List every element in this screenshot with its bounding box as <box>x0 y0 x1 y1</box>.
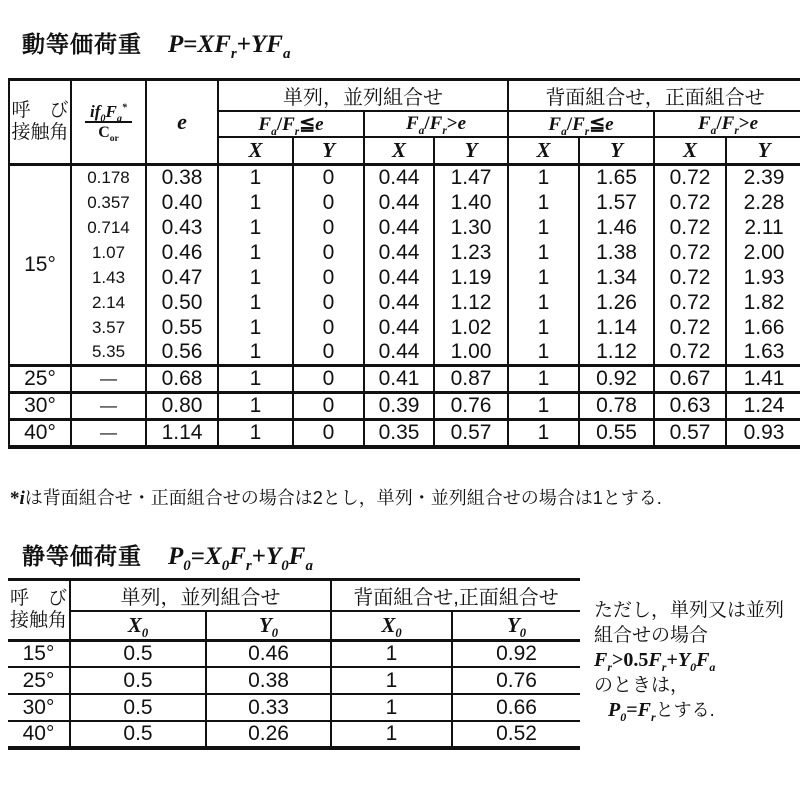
header-row-xy <box>8 611 580 640</box>
value-cell: 0.44 <box>364 315 434 340</box>
note-line: のときは， <box>594 675 690 696</box>
value-cell: 1 <box>508 315 579 340</box>
angle-cell: 15° <box>8 640 70 667</box>
x-header: X <box>218 137 293 165</box>
value-cell: 0 <box>293 366 364 393</box>
table-row <box>9 240 800 265</box>
ratio-numerator: $if_0F_a^*$ <box>89 102 128 125</box>
value-cell: 1 <box>508 165 579 191</box>
value-cell: 1.30 <box>434 215 508 240</box>
static-load-formula: $P_0=X_0F_r+Y_0F_a$ <box>168 543 313 574</box>
value-cell: 0.44 <box>364 290 434 315</box>
y-header: Y <box>434 137 508 165</box>
ratio-cell: 1.43 <box>71 265 146 290</box>
ratio-cell: 0.178 <box>71 165 146 191</box>
value-cell: 0.50 <box>146 290 218 315</box>
angle-column-header <box>8 580 70 641</box>
ratio-cell: 0.357 <box>71 190 146 215</box>
x-header: X <box>364 137 434 165</box>
ratio-cell: 2.14 <box>71 290 146 315</box>
value-cell: 0.47 <box>146 265 218 290</box>
value-cell: 1 <box>218 215 293 240</box>
dynamic-load-title: 動等価荷重 <box>22 31 142 57</box>
value-cell: 0.44 <box>364 265 434 290</box>
value-cell: 0.56 <box>146 340 218 366</box>
value-cell: 0.5 <box>70 640 206 667</box>
value-cell: 0.39 <box>364 393 434 420</box>
value-cell: 1.14 <box>146 420 218 448</box>
value-cell: 0 <box>293 340 364 366</box>
value-cell: 1 <box>331 721 452 748</box>
value-cell: 1.66 <box>726 315 800 340</box>
value-cell: 0.72 <box>654 165 726 191</box>
value-cell: 0.44 <box>364 215 434 240</box>
value-cell: 0.92 <box>579 366 654 393</box>
table-row <box>9 393 800 420</box>
value-cell: 0 <box>293 420 364 448</box>
value-cell: 0.92 <box>452 640 580 667</box>
value-cell: 1.12 <box>579 340 654 366</box>
angle-header-line1: 呼 び <box>9 587 67 609</box>
value-cell: 1.00 <box>434 340 508 366</box>
angle-cell: 30° <box>8 694 70 721</box>
value-cell: 1.93 <box>726 265 800 290</box>
value-cell: 0.26 <box>206 721 331 748</box>
table-row <box>9 265 800 290</box>
value-cell: 0.93 <box>726 420 800 448</box>
single-parallel-group-header: 単列，並列組合せ <box>218 80 508 112</box>
y-header: Y <box>293 137 364 165</box>
condition-gt-header: $F_a/F_r>e$ <box>654 111 800 137</box>
angle-cell: 30° <box>9 393 71 420</box>
condition-le-header: $F_a/F_r≦e$ <box>218 111 364 137</box>
value-cell: 1 <box>218 240 293 265</box>
value-cell: 0.41 <box>364 366 434 393</box>
value-cell: 0.44 <box>364 340 434 366</box>
dynamic-load-table <box>8 78 800 449</box>
y0-header: $Y_0$ <box>206 611 331 640</box>
value-cell: 1 <box>508 290 579 315</box>
value-cell: 1.14 <box>579 315 654 340</box>
value-cell: 0.87 <box>434 366 508 393</box>
value-cell: 0.46 <box>206 640 331 667</box>
dynamic-load-formula: $P=XF_r+YF_a$ <box>168 31 291 62</box>
single-parallel-group-header: 単列，並列組合せ <box>70 580 331 612</box>
value-cell: 0 <box>293 315 364 340</box>
value-cell: 1 <box>218 190 293 215</box>
value-cell: 1.23 <box>434 240 508 265</box>
value-cell: 1.38 <box>579 240 654 265</box>
value-cell: 0.66 <box>452 694 580 721</box>
value-cell: 1 <box>508 366 579 393</box>
value-cell: 0.35 <box>364 420 434 448</box>
ratio-cell: — <box>71 393 146 420</box>
note-formula: $F_r>0.5F_r+Y_0F_a$ <box>594 649 716 674</box>
table-row <box>8 667 580 694</box>
value-cell: 2.11 <box>726 215 800 240</box>
value-cell: 1.41 <box>726 366 800 393</box>
value-cell: 1 <box>218 165 293 191</box>
x-header: X <box>654 137 726 165</box>
value-cell: 0.72 <box>654 240 726 265</box>
value-cell: 1.65 <box>579 165 654 191</box>
e-column-header: e <box>146 80 218 165</box>
condition-gt-header: $F_a/F_r>e$ <box>364 111 508 137</box>
static-load-table <box>8 578 580 750</box>
y-header: Y <box>579 137 654 165</box>
value-cell: 1.63 <box>726 340 800 366</box>
value-cell: 1 <box>508 190 579 215</box>
static-load-title: 静等価荷重 <box>22 543 142 569</box>
value-cell: 0.68 <box>146 366 218 393</box>
table-row <box>8 694 580 721</box>
value-cell: 1 <box>331 640 452 667</box>
value-cell: 1 <box>508 265 579 290</box>
angle-cell: 40° <box>9 420 71 448</box>
value-cell: 0.72 <box>654 315 726 340</box>
note-line: ただし，単列又は並列 <box>594 600 785 621</box>
table-row <box>9 315 800 340</box>
value-cell: 1.02 <box>434 315 508 340</box>
value-cell: 2.28 <box>726 190 800 215</box>
value-cell: 1.47 <box>434 165 508 191</box>
angle-header-line2: 接触角 <box>11 122 69 143</box>
value-cell: 1 <box>218 290 293 315</box>
load-ratio-column-header <box>71 80 146 165</box>
value-cell: 0.5 <box>70 694 206 721</box>
value-cell: 1 <box>218 366 293 393</box>
value-cell: 0.78 <box>579 393 654 420</box>
value-cell: 0.72 <box>654 290 726 315</box>
value-cell: 1 <box>218 265 293 290</box>
ratio-cell: — <box>71 420 146 448</box>
value-cell: 0.55 <box>146 315 218 340</box>
angle-column-header <box>9 80 71 165</box>
x0-header: $X_0$ <box>70 611 206 640</box>
value-cell: 1 <box>331 667 452 694</box>
value-cell: 1 <box>331 694 452 721</box>
value-cell: 0.80 <box>146 393 218 420</box>
table-row <box>8 721 580 748</box>
table-row <box>8 640 580 667</box>
header-row-groups <box>8 580 580 612</box>
table-footnote: *iは背面組合せ・正面組合せの場合は2とし，単列・並列組合せの場合は1とする. <box>10 488 662 509</box>
table-row <box>9 366 800 393</box>
ratio-cell: 1.07 <box>71 240 146 265</box>
ratio-cell: 3.57 <box>71 315 146 340</box>
note-line: 組合せの場合 <box>594 625 709 646</box>
value-cell: 0.76 <box>452 667 580 694</box>
value-cell: 1.19 <box>434 265 508 290</box>
value-cell: 0.5 <box>70 667 206 694</box>
ratio-cell: — <box>71 366 146 393</box>
back-face-group-header: 背面組合せ，正面組合せ <box>508 80 800 112</box>
value-cell: 0.38 <box>206 667 331 694</box>
value-cell: 1.34 <box>579 265 654 290</box>
table-row <box>9 340 800 366</box>
value-cell: 0.72 <box>654 265 726 290</box>
x0-header: $X_0$ <box>331 611 452 640</box>
value-cell: 0 <box>293 190 364 215</box>
value-cell: 1 <box>218 420 293 448</box>
value-cell: 1.12 <box>434 290 508 315</box>
value-cell: 0.46 <box>146 240 218 265</box>
value-cell: 1 <box>508 393 579 420</box>
value-cell: 2.39 <box>726 165 800 191</box>
table-row <box>9 290 800 315</box>
value-cell: 0.76 <box>434 393 508 420</box>
y0-header: $Y_0$ <box>452 611 580 640</box>
angle-cell: 25° <box>8 667 70 694</box>
angle-header-line1: 呼 び <box>11 100 69 121</box>
angle-cell: 25° <box>9 366 71 393</box>
table-row <box>9 420 800 448</box>
static-load-note <box>594 598 800 723</box>
value-cell: 0.43 <box>146 215 218 240</box>
value-cell: 1.24 <box>726 393 800 420</box>
value-cell: 1 <box>218 315 293 340</box>
value-cell: 0.63 <box>654 393 726 420</box>
ratio-denominator: $C_{or}$ <box>85 121 132 142</box>
value-cell: 1.40 <box>434 190 508 215</box>
value-cell: 1.46 <box>579 215 654 240</box>
x-header: X <box>508 137 579 165</box>
note-formula: $P_0=F_r$とする. <box>608 699 715 724</box>
value-cell: 2.00 <box>726 240 800 265</box>
value-cell: 1.57 <box>579 190 654 215</box>
table-row <box>9 215 800 240</box>
value-cell: 0.38 <box>146 165 218 191</box>
value-cell: 0.40 <box>146 190 218 215</box>
table-row <box>9 165 800 191</box>
angle-cell: 15° <box>9 165 71 366</box>
value-cell: 0.44 <box>364 240 434 265</box>
value-cell: 1 <box>218 393 293 420</box>
y-header: Y <box>726 137 800 165</box>
value-cell: 0.72 <box>654 340 726 366</box>
value-cell: 1 <box>218 340 293 366</box>
back-face-group-header: 背面組合せ,正面組合せ <box>331 580 580 612</box>
ratio-cell: 0.714 <box>71 215 146 240</box>
value-cell: 0 <box>293 290 364 315</box>
value-cell: 0.57 <box>434 420 508 448</box>
value-cell: 0.57 <box>654 420 726 448</box>
header-row-groups <box>9 80 800 112</box>
table-row <box>9 190 800 215</box>
value-cell: 0.72 <box>654 215 726 240</box>
value-cell: 0.72 <box>654 190 726 215</box>
value-cell: 0 <box>293 393 364 420</box>
value-cell: 1 <box>508 340 579 366</box>
value-cell: 0.5 <box>70 721 206 748</box>
value-cell: 0.67 <box>654 366 726 393</box>
ratio-cell: 5.35 <box>71 340 146 366</box>
value-cell: 1 <box>508 420 579 448</box>
angle-header-line2: 接触角 <box>9 609 67 631</box>
value-cell: 0 <box>293 215 364 240</box>
static-load-heading <box>22 538 313 574</box>
dynamic-load-heading <box>22 26 291 62</box>
value-cell: 0 <box>293 265 364 290</box>
value-cell: 0 <box>293 165 364 191</box>
value-cell: 0.52 <box>452 721 580 748</box>
value-cell: 1 <box>508 215 579 240</box>
angle-cell: 40° <box>8 721 70 748</box>
value-cell: 0.55 <box>579 420 654 448</box>
value-cell: 1 <box>508 240 579 265</box>
value-cell: 0.44 <box>364 165 434 191</box>
value-cell: 0.33 <box>206 694 331 721</box>
value-cell: 0 <box>293 240 364 265</box>
value-cell: 0.44 <box>364 190 434 215</box>
value-cell: 1.82 <box>726 290 800 315</box>
value-cell: 1.26 <box>579 290 654 315</box>
condition-le-header: $F_a/F_r≦e$ <box>508 111 654 137</box>
